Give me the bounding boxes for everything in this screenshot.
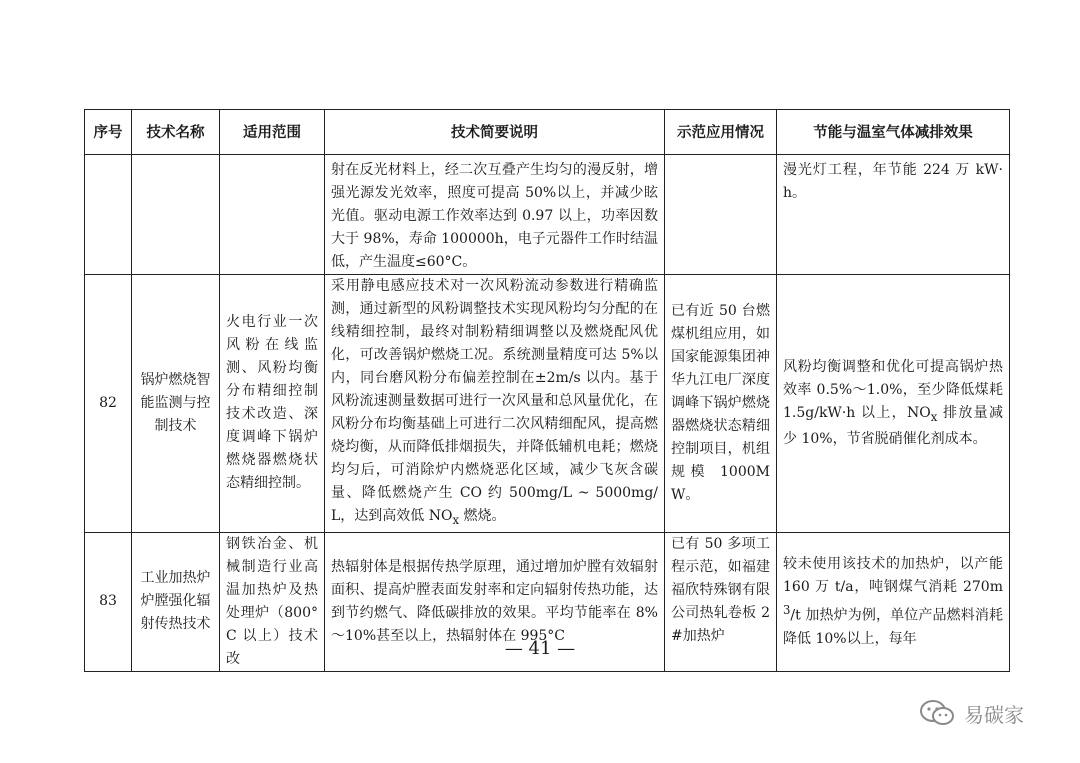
row-scope: 钢铁冶金、机械制造行业高温加热炉及热处理炉（800°C 以上）技术改 (220, 532, 325, 671)
effect-text: 较未使用该技术的加热炉，以产能 160 万 t/a，吨钢煤气消耗 270m (783, 555, 1003, 595)
effect-text-end: /t 加热炉为例，单位产品燃料消耗降低 10%以上，每年 (783, 607, 1003, 647)
row-num: 82 (85, 275, 132, 533)
row-demo: 已有近 50 台燃煤机组应用，如国家能源集团神华九江电厂深度调峰下锅炉燃烧器燃烧状态精细控制项目，机组规模 1000MW。 (665, 275, 777, 533)
header-name: 技术名称 (132, 110, 220, 155)
row-desc (325, 275, 665, 533)
desc-text: 采用静电感应技术对一次风粉流动参数进行精确监测，通过新型的风粉调整技术实现风粉均匀分配的在线精细控制，最终对制粉精细调整以及燃烧配风优化，可改善锅炉燃烧工况。系统测量精度可达 5%以内，同台磨风粉分布偏差控制在±2m/s 以内。基于风粉流速测量数据可进行一次风量和总风量优化，在风粉分布均衡基础上可进行二次风精细配风，提高燃烧均衡，从而降低排烟损失，并降低辅机电耗；燃烧均匀后，可消除炉内燃烧恶化区域，减少飞灰含碳量、降低燃烧产生 CO 约 500mg/L ~ 5000mg/L，达到高效低 NO (331, 278, 658, 524)
watermark (918, 698, 1024, 728)
row-effect (777, 275, 1010, 533)
row-demo: 已有 50 多项工程示范，如福建福欣特殊钢有限公司热轧卷板 2#加热炉 (665, 532, 777, 671)
header-num: 序号 (85, 110, 132, 155)
policy-table (84, 109, 1010, 672)
header-effect: 节能与温室气体减排效果 (777, 110, 1010, 155)
header-desc: 技术简要说明 (325, 110, 665, 155)
watermark-text: 易碳家 (964, 702, 1024, 727)
page-number: — 41 — (504, 638, 576, 659)
wechat-icon (918, 698, 956, 728)
row-scope (220, 155, 325, 275)
row-effect: 漫光灯工程，年节能 224 万 kW·h。 (777, 155, 1010, 275)
header-scope: 适用范围 (220, 110, 325, 155)
row-num: 83 (85, 532, 132, 671)
table-header-row (85, 110, 1010, 155)
effect-text-end: 排放量减少 10%，节省脱硝催化剂成本。 (783, 404, 1003, 448)
row-scope: 火电行业一次风粉在线监测、风粉均衡分布精细控制技术改造、深度调峰下锅炉燃烧器燃烧状态精细控制。 (220, 275, 325, 533)
effect-superscript: 3 (783, 602, 791, 617)
row-name (132, 155, 220, 275)
header-demo: 示范应用情况 (665, 110, 777, 155)
effect-subscript: x (930, 409, 938, 424)
row-desc: 射在反光材料上，经二次互叠产生均匀的漫反射，增强光源发光效率，照度可提高 50%以上，并减少眩光值。驱动电源工作效率达到 0.97 以上，功率因数大于 98%，寿命 100000h，电子元器件工作时结温低，产生温度≤60°C。 (325, 155, 665, 275)
row-name: 工业加热炉炉膛强化辐射传热技术 (132, 532, 220, 671)
desc-text-end: 燃烧。 (459, 508, 506, 524)
row-desc: 热辐射体是根据传热学原理，通过增加炉膛有效辐射面积、提高炉膛表面发射率和定向辐射传热功能，达到节约燃气、降低碳排放的效果。平均节能率在 8%～10%甚至以上，热辐射体在 995°C (325, 532, 665, 671)
desc-subscript: x (452, 512, 460, 527)
row-demo (665, 155, 777, 275)
row-num (85, 155, 132, 275)
table-row (85, 155, 1010, 275)
row-name: 锅炉燃烧智能监测与控制技术 (132, 275, 220, 533)
effect-text: 风粉均衡调整和优化可提高锅炉热效率 0.5%～1.0%，至少降低煤耗 1.5g/kW·h 以上，NO (783, 358, 1003, 421)
table-row (85, 275, 1010, 533)
